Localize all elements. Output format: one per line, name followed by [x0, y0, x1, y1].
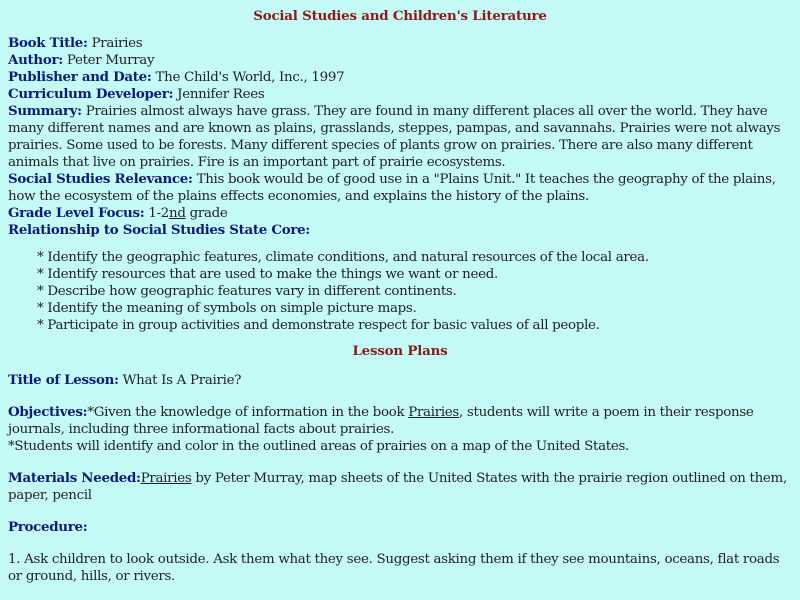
publisher-label: Publisher and Date: — [8, 69, 152, 85]
author-value: Peter Murray — [66, 53, 155, 68]
developer-label: Curriculum Developer: — [8, 86, 174, 102]
prairies-book-link[interactable]: Prairies — [408, 405, 460, 420]
lesson-title-label: Title of Lesson: — [8, 372, 119, 388]
procedure-step-1: 1. Ask children to look outside. Ask them what they see. Suggest asking them if they see mountains, oceans, flat roads or ground, hills, or rivers. — [8, 552, 780, 584]
lesson-plans-heading: Lesson Plans — [352, 343, 448, 359]
objectives-text-2: *Students will identify and color in the outlined areas of prairies on a map of the United States. — [8, 439, 629, 454]
publisher-value: The Child's World, Inc., 1997 — [155, 70, 345, 85]
core-list — [8, 249, 792, 334]
objectives-label: Objectives: — [8, 404, 88, 420]
publisher-row — [8, 69, 792, 86]
book-title-label: Book Title: — [8, 35, 88, 51]
materials-label: Materials Needed: — [8, 470, 141, 486]
materials-row — [8, 470, 792, 504]
summary-row — [8, 103, 792, 171]
relevance-row — [8, 171, 792, 205]
developer-value: Jennifer Rees — [177, 87, 265, 102]
grade-row — [8, 205, 792, 222]
summary-value: Prairies almost always have grass. They are found in many different places all over the world. They have many different names and are known as plains, grasslands, steppes, pampas, and savannahs. Prairies were not always prairies. Some used to be forests. Many different species of plants grow on prairies. There are also many different animals that live on prairies. Fire is an important part of prairie ecosystems. — [8, 104, 781, 170]
grade-prefix: 1-2 — [148, 206, 170, 221]
procedure-label: Procedure: — [8, 519, 88, 535]
grade-label: Grade Level Focus: — [8, 205, 145, 221]
core-item: * Identify the meaning of symbols on simple picture maps. — [37, 301, 417, 316]
relevance-label: Social Studies Relevance: — [8, 171, 193, 187]
summary-label: Summary: — [8, 103, 82, 119]
lesson-title-value: What Is A Prairie? — [122, 373, 242, 388]
book-title-row — [8, 35, 792, 52]
prairies-materials-link[interactable]: Prairies — [140, 471, 192, 486]
page-title: Social Studies and Children's Literature — [253, 8, 547, 24]
core-label: Relationship to Social Studies State Core: — [8, 222, 310, 238]
objectives-text: *Given the knowledge of information in the book — [87, 405, 409, 420]
author-label: Author: — [8, 52, 63, 68]
relevance-value: This book would be of good use in a "Plains Unit." It teaches the geography of the plains, how the ecosystem of the plains effects economies, and explains the history of the plains. — [8, 172, 776, 204]
procedure-row — [8, 519, 792, 536]
objectives-row — [8, 404, 792, 455]
developer-row — [8, 86, 792, 103]
core-item: * Identify the geographic features, climate conditions, and natural resources of the local area. — [37, 250, 649, 265]
core-item: * Participate in group activities and demonstrate respect for basic values of all people. — [37, 318, 600, 333]
core-item: * Identify resources that are used to make the things we want or need. — [37, 267, 498, 282]
core-item: * Describe how geographic features vary in different continents. — [37, 284, 457, 299]
objectives-text: , students will write a poem in their response journals, including three informational facts about prairies. — [8, 405, 754, 437]
grade-suffix: nd — [169, 206, 186, 221]
grade-rest: grade — [185, 206, 228, 221]
lesson-title-row — [8, 372, 792, 389]
core-label-row — [8, 222, 792, 239]
book-title-value: Prairies — [91, 36, 143, 51]
author-row — [8, 52, 792, 69]
grade-value — [148, 206, 227, 221]
materials-value: by Peter Murray, map sheets of the United States with the prairie region outlined on them, paper, pencil — [8, 471, 787, 503]
